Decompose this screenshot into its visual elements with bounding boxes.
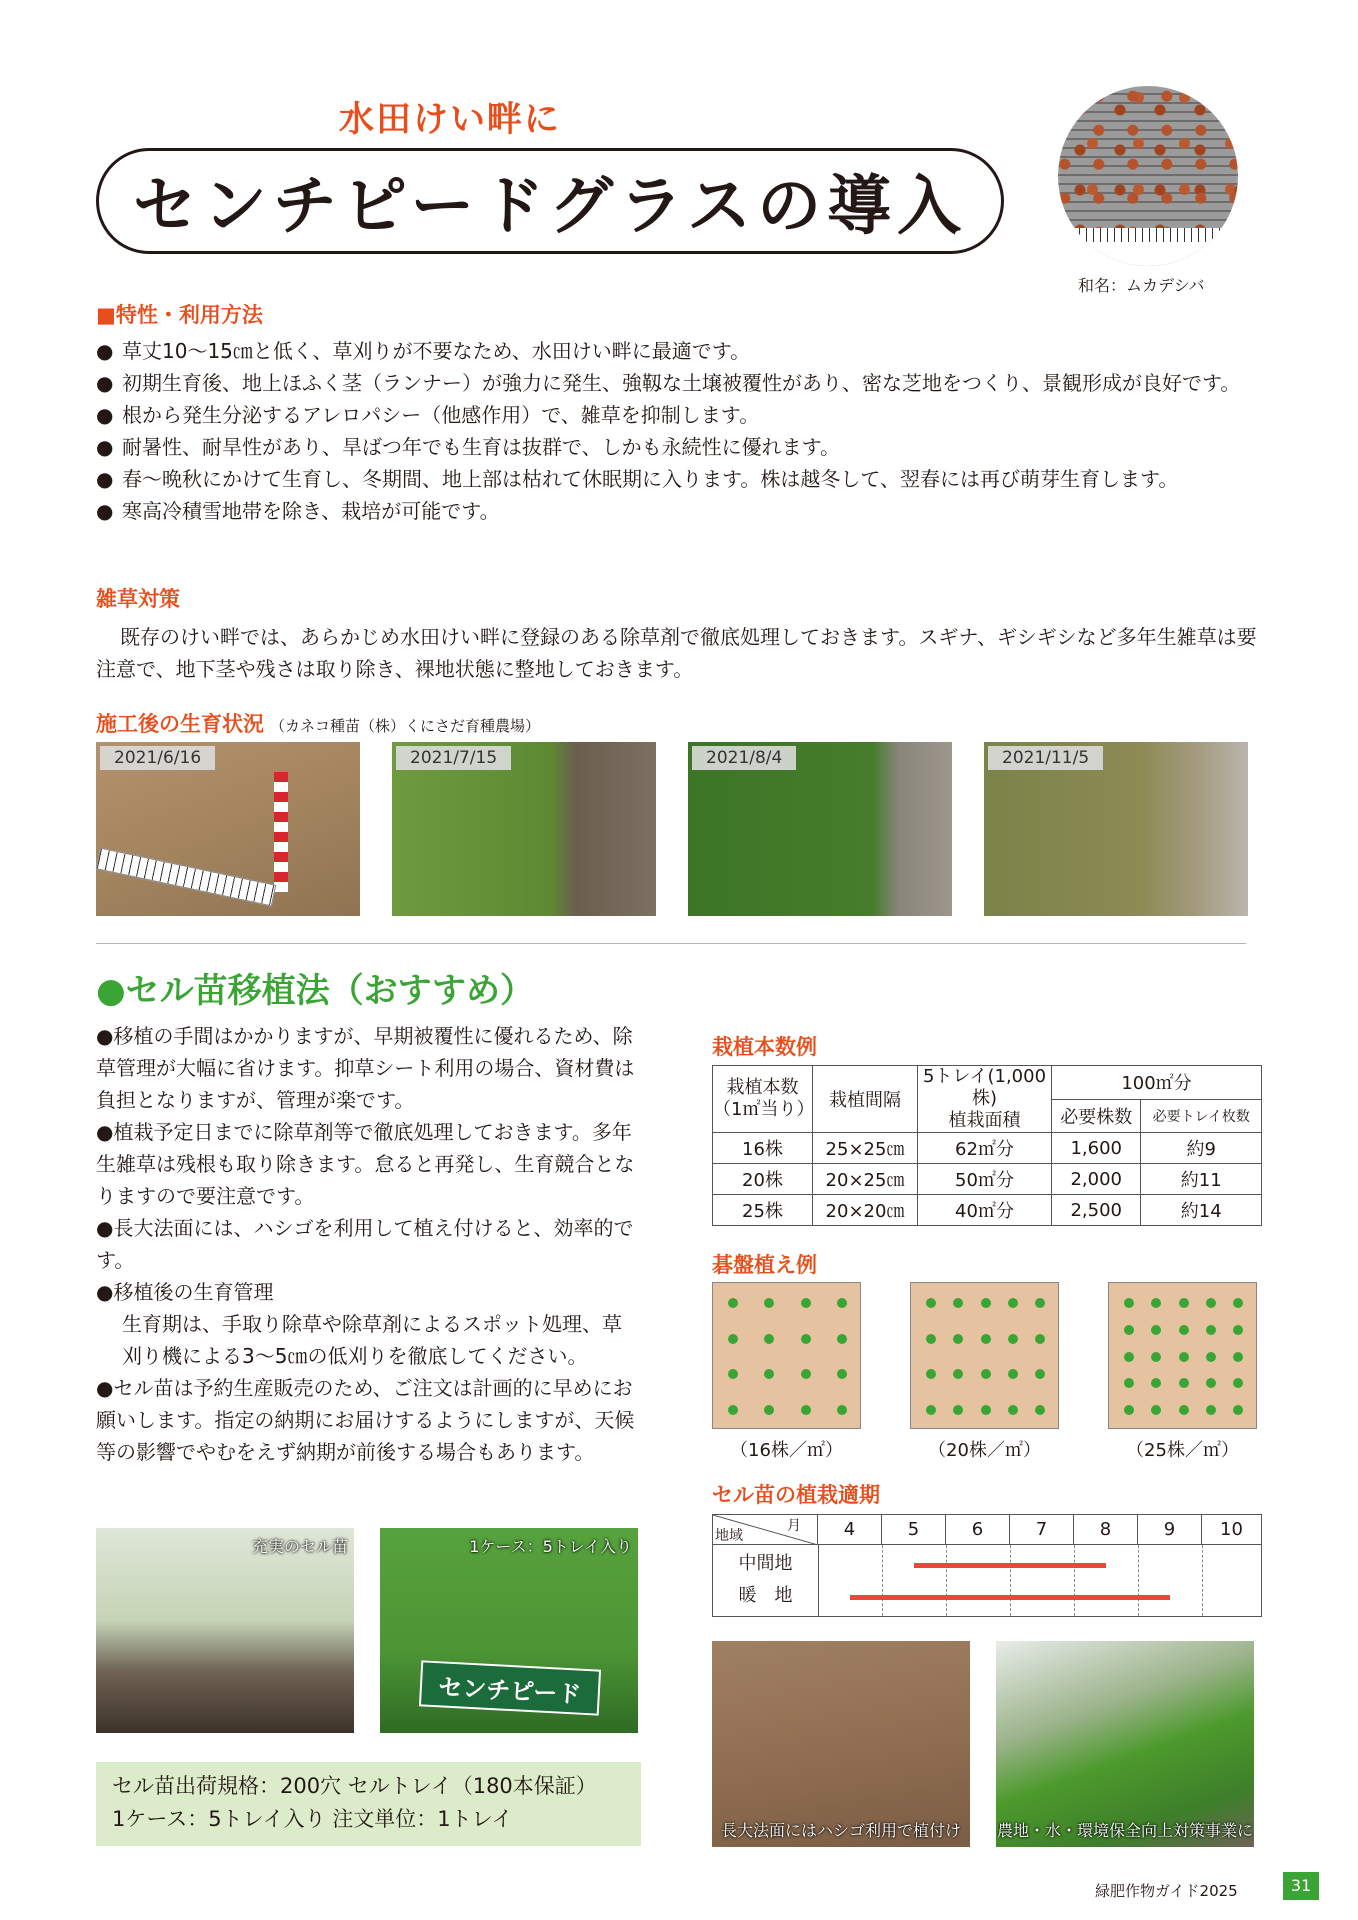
ladder-planting-photo	[712, 1641, 970, 1847]
photo-caption: 和名：ムカデシバ	[1078, 276, 1205, 295]
growth-heading-text: 施工後の生育状況	[96, 712, 264, 736]
section-divider	[96, 943, 1246, 944]
plant-dot	[1206, 1378, 1216, 1388]
plant-dot	[981, 1298, 991, 1308]
plant-dot	[1206, 1298, 1216, 1308]
month-header: 10	[1220, 1519, 1243, 1540]
column-header: 必要トレイ枚数	[1141, 1099, 1262, 1133]
spec-line: 1ケース：5トレイ入り 注文単位：1トレイ	[112, 1807, 513, 1831]
photo-label: 長大法面にはハシゴ利用で植付け	[720, 1821, 961, 1840]
period-heading: セル苗の植栽適期	[712, 1483, 880, 1507]
period-chart	[712, 1514, 1262, 1617]
plant-dot	[764, 1405, 774, 1415]
cell-text	[96, 1020, 641, 1468]
grid-example-16	[712, 1282, 861, 1429]
weed-text: 既存のけい畔では、あらかじめ水田けい畔に登録のある除草剤で徹底処理しておきます。スギナ、ギシギシなど多年生雑草は要注意で、地下茎や残さは取り除き、裸地状態に整地しておきます。	[96, 625, 1257, 681]
tray-photo	[380, 1528, 638, 1733]
plant-dot	[1035, 1369, 1045, 1379]
page-title: センチピードグラスの導入	[132, 170, 968, 244]
grid-caption: （25株／㎡）	[1126, 1440, 1239, 1461]
levee-photo	[996, 1641, 1254, 1847]
plant-dot	[926, 1369, 936, 1379]
spec-box	[96, 1762, 641, 1846]
page-number: 31	[1283, 1872, 1319, 1900]
list-item: ●移植後の生育管理	[96, 1280, 274, 1304]
plant-dot	[926, 1334, 936, 1344]
plant-dot	[1151, 1378, 1161, 1388]
table-row: 20株 20×25㎝ 50㎡分 2,000 約11	[713, 1164, 1262, 1195]
plant-dot	[801, 1369, 811, 1379]
cell-heading: ●セル苗移植法（おすすめ）	[96, 971, 535, 1011]
plant-dot	[728, 1298, 738, 1308]
grid-caption: （20株／㎡）	[928, 1440, 1041, 1461]
plant-dot	[1179, 1405, 1189, 1415]
list-item: ● 耐暑性、耐旱性があり、旱ばつ年でも生育は抜群で、しかも永続性に優れます。	[96, 431, 1261, 463]
period-bar	[914, 1563, 1106, 1568]
plant-dot	[764, 1298, 774, 1308]
growth-photo-2	[392, 742, 656, 916]
plant-dot	[1008, 1369, 1018, 1379]
planting-table	[712, 1065, 1262, 1226]
weed-section	[96, 583, 1261, 685]
grid-caption: （16株／㎡）	[730, 1440, 843, 1461]
cell-seedling-photo	[96, 1528, 354, 1733]
plant-dot	[1206, 1405, 1216, 1415]
photo-label: 充実のセル苗	[251, 1537, 348, 1556]
plant-dot	[926, 1298, 936, 1308]
features-section	[96, 299, 1261, 527]
weed-heading: 雑草対策	[96, 587, 180, 611]
plant-dot	[1206, 1352, 1216, 1362]
month-divider	[1010, 1545, 1011, 1616]
growth-heading	[96, 708, 540, 738]
plant-dot	[801, 1405, 811, 1415]
table-row: 25株 20×20㎝ 40㎡分 2,500 約14	[713, 1195, 1262, 1226]
plant-dot	[801, 1334, 811, 1344]
plant-dot	[1124, 1352, 1134, 1362]
plant-dot	[1035, 1405, 1045, 1415]
list-item: ● 春～晩秋にかけて生育し、冬期間、地上部は枯れて休眠期に入ります。株は越冬して、翌春には再び萌芽生育します。	[96, 463, 1261, 495]
plant-dot	[837, 1298, 847, 1308]
plant-dot	[1179, 1378, 1189, 1388]
list-item: ●移植の手間はかかりますが、早期被覆性に優れるため、除草管理が大幅に省けます。抑草シート利用の場合、資材費は負担となりますが、管理が楽です。	[96, 1024, 635, 1112]
month-divider	[818, 1545, 819, 1616]
month-divider	[1202, 1545, 1203, 1616]
plant-dot	[837, 1405, 847, 1415]
plant-dot	[953, 1405, 963, 1415]
list-item: ● 根から発生分泌するアレロパシー（他感作用）で、雑草を抑制します。	[96, 399, 1261, 431]
plant-dot	[1008, 1405, 1018, 1415]
features-list	[96, 335, 1261, 527]
growth-photo-4	[984, 742, 1248, 916]
plant-dot	[728, 1405, 738, 1415]
photo-label: 1ケース：5トレイ入り	[469, 1537, 632, 1556]
photo-date: 2021/7/15	[396, 746, 511, 770]
page-subtitle: 水田けい畔に	[338, 100, 561, 140]
grid-example-20	[910, 1282, 1059, 1429]
photo-label: 農地・水・環境保全向上対策事業に	[996, 1821, 1253, 1840]
growth-photo-1	[96, 742, 360, 916]
table-row: 16株 25×25㎝ 62㎡分 1,600 約9	[713, 1133, 1262, 1164]
plant-dot	[1035, 1334, 1045, 1344]
grid-heading: 碁盤植え例	[712, 1253, 817, 1277]
month-header: 8	[1074, 1515, 1138, 1545]
title-box	[96, 148, 1004, 254]
ruler	[274, 772, 288, 892]
plant-dot	[764, 1369, 774, 1379]
footer-guide: 緑肥作物ガイド2025	[1095, 1882, 1238, 1900]
plant-dot	[1233, 1405, 1243, 1415]
plant-dot	[1124, 1325, 1134, 1335]
corner-cell: 月 地域	[713, 1515, 818, 1545]
product-sign: センチピード	[419, 1660, 601, 1715]
plant-dot	[981, 1405, 991, 1415]
month-header: 7	[1010, 1515, 1074, 1545]
plant-dot	[837, 1334, 847, 1344]
column-header: 栽植本数 （1㎡当り）	[713, 1066, 813, 1133]
region-label: 暖 地	[738, 1585, 793, 1606]
ruler	[96, 848, 277, 907]
column-header: 必要株数	[1052, 1099, 1141, 1133]
list-item: ●セル苗は予約生産販売のため、ご注文は計画的に早めにお願いします。指定の納期にお届けするようにしますが、天候等の影響でやむをえず納期が前後する場合もあります。	[96, 1376, 635, 1464]
plant-dot	[1008, 1334, 1018, 1344]
plant-dot	[1151, 1298, 1161, 1308]
period-header-row	[713, 1515, 1261, 1545]
table-heading: 栽植本数例	[712, 1035, 817, 1059]
month-header: 6	[946, 1515, 1010, 1545]
plant-dot	[981, 1369, 991, 1379]
plant-dot	[764, 1334, 774, 1344]
month-header: 5	[882, 1515, 946, 1545]
month-header: 4	[818, 1515, 882, 1545]
plant-dot	[1233, 1378, 1243, 1388]
list-item: ●長大法面には、ハシゴを利用して植え付けると、効率的です。	[96, 1216, 634, 1272]
month-divider	[1138, 1545, 1139, 1616]
plant-dot	[837, 1369, 847, 1379]
grass-closeup-photo	[1058, 86, 1238, 266]
column-header: 栽植間隔	[813, 1066, 918, 1133]
plant-dot	[728, 1369, 738, 1379]
list-item: 生育期は、手取り除草や除草剤によるスポット処理、草刈り機による3～5㎝の低刈りを徹底してください。	[122, 1312, 622, 1368]
ruler-scale	[1058, 228, 1238, 266]
plant-dot	[1179, 1298, 1189, 1308]
plant-dot	[1206, 1325, 1216, 1335]
growth-photo-3	[688, 742, 952, 916]
plant-dot	[1151, 1325, 1161, 1335]
spec-line: セル苗出荷規格：200穴 セルトレイ（180本保証）	[112, 1774, 597, 1798]
plant-dot	[981, 1334, 991, 1344]
plant-dot	[728, 1334, 738, 1344]
photo-date: 2021/8/4	[692, 746, 796, 770]
month-header: 9	[1138, 1515, 1202, 1545]
plant-dot	[1233, 1298, 1243, 1308]
list-item: ● 初期生育後、地上ほふく茎（ランナー）が強力に発生、強靱な土壌被覆性があり、密な芝地をつくり、景観形成が良好です。	[96, 367, 1261, 399]
plant-dot	[1151, 1405, 1161, 1415]
month-divider	[946, 1545, 947, 1616]
plant-dot	[926, 1405, 936, 1415]
growth-note: （カネコ種苗（株）くにさだ育種農場）	[270, 717, 541, 735]
plant-dot	[953, 1369, 963, 1379]
region-label: 中間地	[738, 1553, 793, 1574]
plant-dot	[801, 1298, 811, 1308]
column-header: 5トレイ(1,000株) 植栽面積	[918, 1066, 1052, 1133]
plant-dot	[1008, 1298, 1018, 1308]
column-header: 100㎡分	[1052, 1066, 1262, 1100]
features-heading: ■特性・利用方法	[96, 303, 263, 327]
plant-dot	[1124, 1378, 1134, 1388]
plant-dot	[953, 1298, 963, 1308]
plant-dot	[1124, 1405, 1134, 1415]
plant-dot	[1035, 1298, 1045, 1308]
plant-dot	[1233, 1352, 1243, 1362]
month-divider	[1074, 1545, 1075, 1616]
grid-example-25	[1108, 1282, 1257, 1429]
plant-dot	[953, 1334, 963, 1344]
period-bar	[850, 1595, 1170, 1600]
list-item: ●植栽予定日までに除草剤等で徹底処理しておきます。多年生雑草は残根も取り除きます。怠ると再発し、生育競合となりますので要注意です。	[96, 1120, 635, 1208]
plant-dot	[1179, 1325, 1189, 1335]
plant-dot	[1179, 1352, 1189, 1362]
plant-dot	[1124, 1298, 1134, 1308]
list-item: ● 草丈10～15㎝と低く、草刈りが不要なため、水田けい畔に最適です。	[96, 335, 1261, 367]
photo-date: 2021/6/16	[100, 746, 215, 770]
month-divider	[882, 1545, 883, 1616]
plant-dot	[1233, 1325, 1243, 1335]
plant-dot	[1151, 1352, 1161, 1362]
list-item: ● 寒高冷積雪地帯を除き、栽培が可能です。	[96, 495, 1261, 527]
photo-date: 2021/11/5	[988, 746, 1103, 770]
